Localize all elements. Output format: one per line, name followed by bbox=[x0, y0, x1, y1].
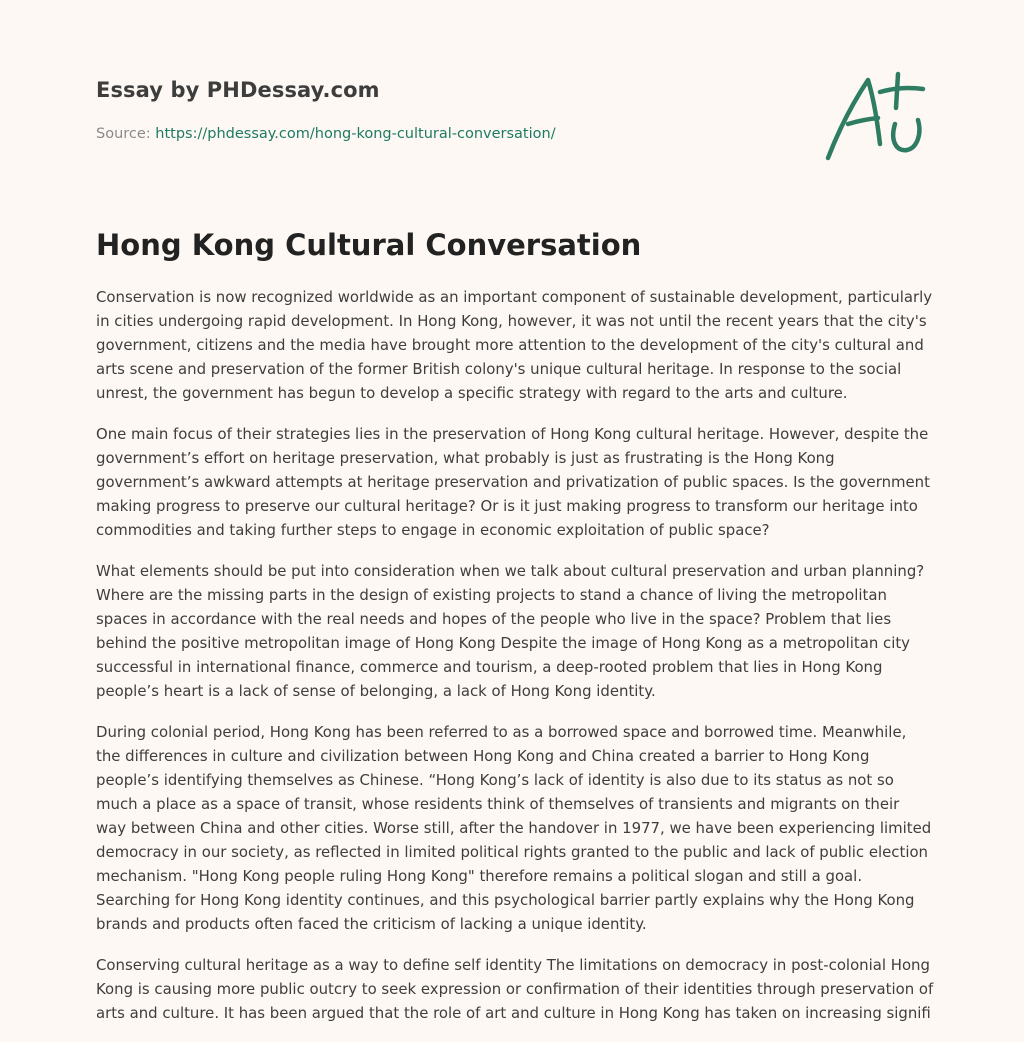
source-label: Source: bbox=[96, 126, 151, 142]
a-plus-grade-icon bbox=[822, 66, 932, 166]
essay-paragraph: During colonial period, Hong Kong has been referred to as a borrowed space and borrowed time. Meanwhile, the differences in culture and civilization between Hong Kong and China created a barrier to Hong Kong people’s identifying themselves as Chinese. “Hong Kong’s lack of identity is also due to its status as not so much a place as a space of transit, whose residents think of themselves of transients and migrants on their way between China and other cities. Worse still, after the handover in 1977, we have been experiencing limited democracy in our society, as reflected in limited political rights granted to the public and lack of public election mechanism. "Hong Kong people ruling Hong Kong" therefore remains a political slogan and still a goal. Searching for Hong Kong identity continues, and this psychological barrier partly explains why the Hong Kong brands and products often faced the criticism of lacking a unique identity. bbox=[96, 723, 932, 933]
essay-paragraph: Conserving cultural heritage as a way to define self identity The limitations on democracy in post-colonial Hong Kong is causing more public outcry to seek expression or confirmation of their identities through preservation of arts and culture. It has been argued that the role of art and culture in Hong Kong has taken on increasing signifi bbox=[96, 956, 934, 1022]
site-title: Essay by PHDessay.com bbox=[96, 78, 380, 102]
header bbox=[96, 76, 796, 144]
source-line bbox=[96, 124, 796, 144]
source-link[interactable]: https://phdessay.com/hong-kong-cultural-conversation/ bbox=[155, 126, 556, 142]
essay-paragraph: One main focus of their strategies lies in the preservation of Hong Kong cultural heritage. However, despite the government’s effort on heritage preservation, what probably is just as frustrating is the Hong Kong government’s awkward attempts at heritage preservation and privatization of public spaces. Is the government making progress to preserve our cultural heritage? Or is it just making progress to transform our heritage into commodities and taking further steps to engage in economic exploitation of public space? bbox=[96, 425, 930, 539]
essay-title: Hong Kong Cultural Conversation bbox=[96, 228, 642, 262]
essay-body bbox=[96, 285, 934, 1042]
essay-paragraph: What elements should be put into consideration when we talk about cultural preservation and urban planning? Where are the missing parts in the design of existing projects to stand a chance of living the metropolitan spaces in accordance with the real needs and hopes of the people who live in the space? Problem that lies behind the positive metropolitan image of Hong Kong Despite the image of Hong Kong as a metropolitan city successful in international finance, commerce and tourism, a deep-rooted problem that lies in Hong Kong people’s heart is a lack of sense of belonging, a lack of Hong Kong identity. bbox=[96, 562, 925, 700]
essay-paragraph: Conservation is now recognized worldwide as an important component of sustainable development, particularly in cities undergoing rapid development. In Hong Kong, however, it was not until the recent years that the city's government, citizens and the media have brought more attention to the development of the city's cultural and arts scene and preservation of the former British colony's unique cultural heritage. In response to the social unrest, the government has begun to develop a specific strategy with regard to the arts and culture. bbox=[96, 288, 933, 402]
